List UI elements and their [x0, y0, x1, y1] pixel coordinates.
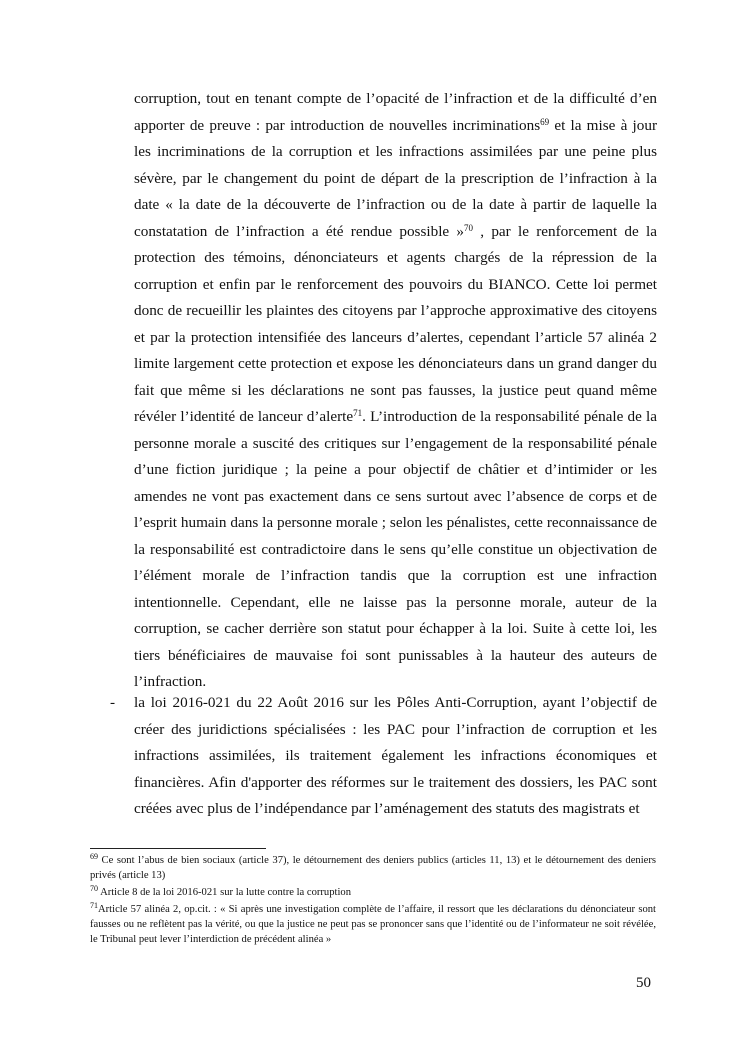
- footnotes: [90, 853, 656, 949]
- footnote-ref-69[interactable]: 69: [540, 116, 550, 127]
- paragraph-text-4: . L’introduction de la responsabilité pénale de la personne morale a suscité des critiques sur l’engagement de la responsabilité pénale d’une fiction juridique ; la peine a pour objectif de châtier et d’intimider or les amendes ne vont pas exactement dans ce sens surtout avec l’absence de corps et de l’esprit humain dans la personne morale ; selon les pénalistes, cette reconnaissance de la responsabilité est contradictoire dans le sens qu’elle constitue un objectivation de l’élément morale de l’infraction tandis que la corruption est une infraction intentionnelle. Cependant, elle ne laisse pas la personne morale, auteur de la corruption, se cacher derrière son statut pour échapper à la loi. Suite à cette loi, les tiers bénéficiaires de mauvaise foi sont punissables à la hauteur des auteurs de l’infraction.: [134, 408, 657, 690]
- footnote-separator: [90, 848, 266, 849]
- footnote-69: [90, 853, 656, 883]
- body-paragraph: [134, 86, 657, 696]
- list-item: [110, 690, 657, 823]
- paragraph-text-2: et la mise à jour les incriminations de la corruption et les infractions assimilées par une peine plus sévère, par le changement du point de départ de la prescription de l’infraction à la date « la date de la découverte de l’infraction ou de la date à partir de laquelle la constatation de l’infraction a été rendue possible »: [134, 116, 657, 240]
- list-bullet: -: [110, 694, 116, 711]
- footnote-text: Article 8 de la loi 2016-021 sur la lutte contre la corruption: [98, 887, 352, 898]
- footnote-text: Article 57 alinéa 2, op.cit. : « Si après une investigation complète de l’affaire, il ressort que les déclarations du dénonciateur sont fausses ou ne reflètent pas la vérité, ou que la justice ne peut pas se prononcer sans que l’identité ou de l’informateur ne soit révélée, le Tribunal peut lever l’interdiction de précédent alinéa »: [90, 904, 656, 945]
- paragraph-text-3: , par le renforcement de la protection des témoins, dénonciateurs et agents chargés de la répression de la corruption et enfin par le renforcement des pouvoirs du BIANCO. Cette loi permet donc de recueillir les plaintes des citoyens par l’approche approximative des citoyens et par la protection intensifiée des lanceurs d’alertes, cependant l’article 57 alinéa 2 limite largement cette protection et expose les dénonciateurs dans un grand danger du fait que même si les déclarations ne sont pas fausses, la justice peut quand même révéler l’identité de lanceur d’alerte: [134, 222, 657, 425]
- list-item-text: la loi 2016-021 du 22 Août 2016 sur les Pôles Anti-Corruption, ayant l’objectif de créer des juridictions spécialisées : les PAC pour l’infraction de corruption et les infractions assimilées, ils traitement également les infractions économiques et financières. Afin d'apporter des réformes sur le traitement des dossiers, les PAC sont créées avec plus de l’indépendance par l’aménagement des statuts des magistrats et: [134, 694, 657, 817]
- footnote-70: [90, 885, 656, 900]
- page-number: 50: [636, 975, 651, 991]
- footnote-number: 70: [90, 884, 98, 893]
- paragraph-text-1: corruption, tout en tenant compte de l’opacité de l’infraction et de la difficulté d’en apporter de preuve : par introduction de nouvelles incriminations: [134, 90, 657, 134]
- footnote-71: [90, 902, 656, 947]
- footnote-ref-71[interactable]: 71: [353, 408, 363, 418]
- footnote-number: 69: [90, 852, 98, 861]
- footnote-ref-70[interactable]: 70: [464, 222, 474, 233]
- footnote-number: 71: [90, 901, 98, 910]
- footnote-text: Ce sont l’abus de bien sociaux (article 37), le détournement des deniers publics (articles 11, 13) et le détournement des deniers privés (article 13): [90, 855, 656, 881]
